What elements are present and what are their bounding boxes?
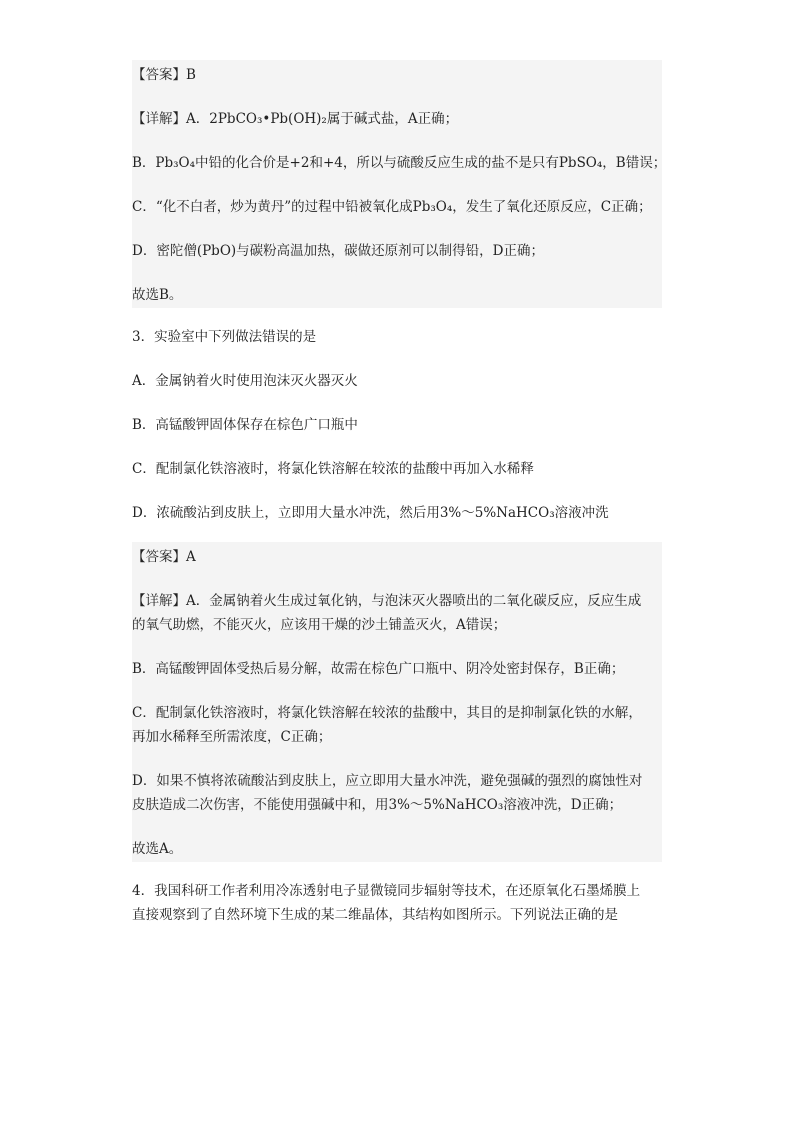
q3-explain-d-line1: D．如果不慎将浓硫酸沾到皮肤上，应立即用大量水冲洗，避免强碱的强烈的腐蚀性对 xyxy=(132,773,643,789)
q2-explain-d: D．密陀僧(PbO)与碳粉高温加热，碳做还原剂可以制得铅，D正确； xyxy=(132,243,544,259)
q3-stem: 3．实验室中下列做法错误的是 xyxy=(132,329,317,345)
q3-option-d: D．浓硫酸沾到皮肤上，立即用大量水冲洗，然后用3%～5%NaHCO₃溶液冲洗 xyxy=(132,505,609,521)
q3-solution-block xyxy=(132,542,662,862)
q3-explain-c-line2: 再加水稀释至所需浓度，C正确； xyxy=(132,729,332,745)
q3-conclusion: 故选A。 xyxy=(132,841,183,857)
document-content xyxy=(132,60,667,926)
q2-explain-b: B．Pb₃O₄中铅的化合价是+2和+4，所以与硫酸反应生成的盐不是只有PbSO₄，B错误； xyxy=(132,155,667,171)
q4-stem-line2: 直接观察到了自然环境下生成的某二维晶体，其结构如图所示。下列说法正确的是 xyxy=(132,907,618,923)
q3-explain-a-line2: 的氧气助燃，不能灭火，应该用干燥的沙土铺盖灭火，A错误； xyxy=(132,617,507,633)
q4-stem-line1: 4．我国科研工作者利用冷冻透射电子显微镜同步辐射等技术，在还原氧化石墨烯膜上 xyxy=(132,883,641,899)
q3-option-c: C．配制氯化铁溶液时，将氯化铁溶解在较浓的盐酸中再加入水稀释 xyxy=(132,461,534,477)
q3-answer: 【答案】A xyxy=(132,549,196,565)
q2-conclusion: 故选B。 xyxy=(132,287,183,303)
q4-question-block xyxy=(132,862,662,926)
q2-explain-a: 【详解】A．2PbCO₃•Pb(OH)₂属于碱式盐，A正确； xyxy=(132,111,459,127)
q3-explain-d-line2: 皮肤造成二次伤害，不能使用强碱中和，用3%～5%NaHCO₃溶液冲洗，D正确； xyxy=(132,797,623,813)
q2-explain-c: C．“化不白者，炒为黄丹”的过程中铅被氧化成Pb₃O₄，发生了氧化还原反应，C正确； xyxy=(132,199,652,215)
q3-explain-b: B．高锰酸钾固体受热后易分解，故需在棕色广口瓶中、阴冷处密封保存，B正确； xyxy=(132,661,625,677)
q3-option-b: B．高锰酸钾固体保存在棕色广口瓶中 xyxy=(132,417,358,433)
q2-solution-block xyxy=(132,60,667,308)
q3-option-a: A．金属钠着火时使用泡沫灭火器灭火 xyxy=(132,373,358,389)
q2-answer: 【答案】B xyxy=(132,67,196,83)
q3-explain-a-line1: 【详解】A．金属钠着火生成过氧化钠，与泡沫灭火器喷出的二氧化碳反应，反应生成 xyxy=(132,593,642,609)
q3-explain-c-line1: C．配制氯化铁溶液时，将氯化铁溶解在较浓的盐酸中，其目的是抑制氯化铁的水解， xyxy=(132,705,642,721)
q3-question-block xyxy=(132,308,662,542)
